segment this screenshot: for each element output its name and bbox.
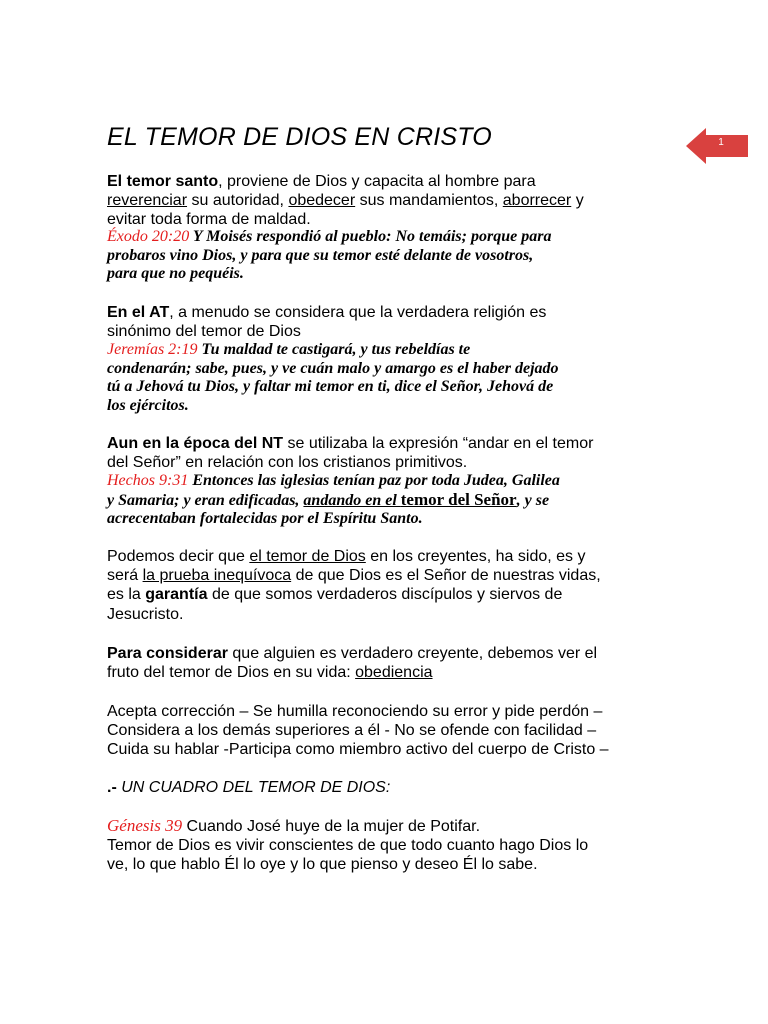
text: Cuando José huye de la mujer de Potifar. bbox=[182, 818, 481, 835]
text-line bbox=[107, 566, 667, 585]
text-line: Jesucristo. bbox=[107, 605, 184, 623]
verse-text: , y se bbox=[516, 491, 550, 509]
text-line bbox=[107, 172, 667, 191]
verse-line: condenarán; sabe, pues, y ve cuán malo y amargo es el haber dejado bbox=[107, 359, 559, 377]
text-line: ve, lo que hablo Él lo oye y lo que pienso y deseo Él lo sabe. bbox=[107, 856, 538, 874]
verse-line bbox=[107, 341, 667, 360]
text: se utilizaba la expresión “andar en el temor bbox=[283, 435, 594, 452]
underlined-phrase: andando en el bbox=[303, 491, 401, 509]
text-line: Considera a los demás superiores a él - No se ofende con facilidad – bbox=[107, 722, 597, 740]
section-heading bbox=[107, 778, 667, 797]
text: que alguien es verdadero creyente, debemos ver el bbox=[227, 645, 598, 662]
underlined-bold-phrase: temor del Señor bbox=[400, 489, 517, 509]
scripture-reference: Hechos 9:31 bbox=[107, 472, 189, 489]
text-line: Cuida su hablar -Participa como miembro activo del cuerpo de Cristo – bbox=[107, 741, 609, 759]
paragraph-temor-santo bbox=[107, 172, 667, 230]
text-line: sinónimo del temor de Dios bbox=[107, 323, 301, 341]
bold-term: garantía bbox=[145, 586, 208, 604]
underlined-term: la prueba inequívoca bbox=[142, 567, 292, 585]
heading-prefix: .- bbox=[107, 779, 117, 796]
paragraph-genesis bbox=[107, 816, 667, 875]
verse-line: los ejércitos. bbox=[107, 396, 189, 414]
paragraph-at bbox=[107, 303, 667, 341]
underlined-term: reverenciar bbox=[107, 192, 188, 210]
text-line bbox=[107, 663, 667, 682]
text: es la bbox=[107, 586, 146, 604]
verse-line bbox=[107, 472, 667, 491]
text-line: evitar toda forma de maldad. bbox=[107, 211, 311, 229]
scripture-reference: Éxodo 20:20 bbox=[107, 228, 190, 245]
verse-line: acrecentaban fortalecidas por el Espíritu Santo. bbox=[107, 510, 423, 527]
text: , a menudo se considera que la verdadera religión es bbox=[169, 304, 547, 321]
underlined-term: el temor de Dios bbox=[249, 548, 366, 565]
verse-line bbox=[107, 228, 667, 247]
verse-text: Entonces las iglesias tenían paz por toda Judea, Galilea bbox=[188, 472, 560, 489]
text: de que Dios es el Señor de nuestras vidas, bbox=[291, 567, 601, 585]
page-title: EL TEMOR DE DIOS EN CRISTO bbox=[107, 123, 492, 151]
bold-term: Para considerar bbox=[107, 645, 228, 662]
underlined-term: aborrecer bbox=[502, 192, 572, 210]
text-line bbox=[107, 434, 667, 453]
text-line bbox=[107, 585, 667, 604]
text: su autoridad, bbox=[187, 192, 289, 210]
paragraph-para-considerar bbox=[107, 644, 667, 682]
paragraph-nt bbox=[107, 434, 667, 472]
text: de que somos verdaderos discípulos y siervos de bbox=[207, 586, 563, 604]
verse-text: Tu maldad te castigará, y tus rebeldías te bbox=[197, 341, 471, 358]
verse-text: Y Moisés respondió al pueblo: No temáis; porque para bbox=[189, 228, 552, 245]
text: Podemos decir que bbox=[107, 548, 250, 565]
page-nav-arrow[interactable] bbox=[686, 128, 748, 164]
verse-exodo bbox=[107, 228, 667, 284]
text-line bbox=[107, 644, 667, 663]
verse-line: tú a Jehová tu Dios, y faltar mi temor en ti, dice el Señor, Jehová de bbox=[107, 378, 554, 395]
text: en los creyentes, ha sido, es y bbox=[365, 548, 586, 565]
page-number: 1 bbox=[718, 137, 724, 148]
bold-term: En el AT bbox=[107, 304, 170, 321]
paragraph-acepta bbox=[107, 702, 667, 760]
text-line: Temor de Dios es vivir conscientes de que todo cuanto hago Dios lo bbox=[107, 837, 589, 855]
verse-line bbox=[107, 491, 667, 511]
verse-jeremias bbox=[107, 341, 667, 415]
scripture-reference: Génesis 39 bbox=[107, 816, 183, 835]
verse-line: para que no pequéis. bbox=[107, 265, 244, 282]
paragraph-podemos bbox=[107, 547, 667, 624]
text: sus mandamientos, bbox=[355, 192, 503, 210]
text-line bbox=[107, 303, 667, 322]
text-line: Acepta corrección – Se humilla reconociendo su error y pide perdón – bbox=[107, 703, 603, 720]
text-line: del Señor” en relación con los cristianos primitivos. bbox=[107, 454, 468, 472]
verse-hechos bbox=[107, 472, 667, 529]
text: fruto del temor de Dios en su vida: bbox=[107, 664, 356, 682]
scripture-reference: Jeremías 2:19 bbox=[107, 341, 198, 358]
underlined-term: obedecer bbox=[288, 192, 356, 210]
bold-term: Aun en la época del NT bbox=[107, 435, 284, 452]
bold-term: El temor santo bbox=[107, 173, 219, 190]
text-line bbox=[107, 816, 667, 836]
underlined-term: obediencia bbox=[355, 664, 433, 682]
verse-line: probaros vino Dios, y para que su temor esté delante de vosotros, bbox=[107, 246, 534, 264]
text-line bbox=[107, 547, 667, 566]
heading-text: UN CUADRO DEL TEMOR DE DIOS: bbox=[116, 779, 391, 796]
text: , proviene de Dios y capacita al hombre para bbox=[218, 173, 536, 190]
text-line bbox=[107, 191, 667, 210]
verse-text: y Samaria; y eran edificadas, bbox=[107, 491, 304, 509]
text-line bbox=[107, 778, 667, 797]
text: y bbox=[571, 192, 584, 210]
text: será bbox=[107, 567, 143, 585]
